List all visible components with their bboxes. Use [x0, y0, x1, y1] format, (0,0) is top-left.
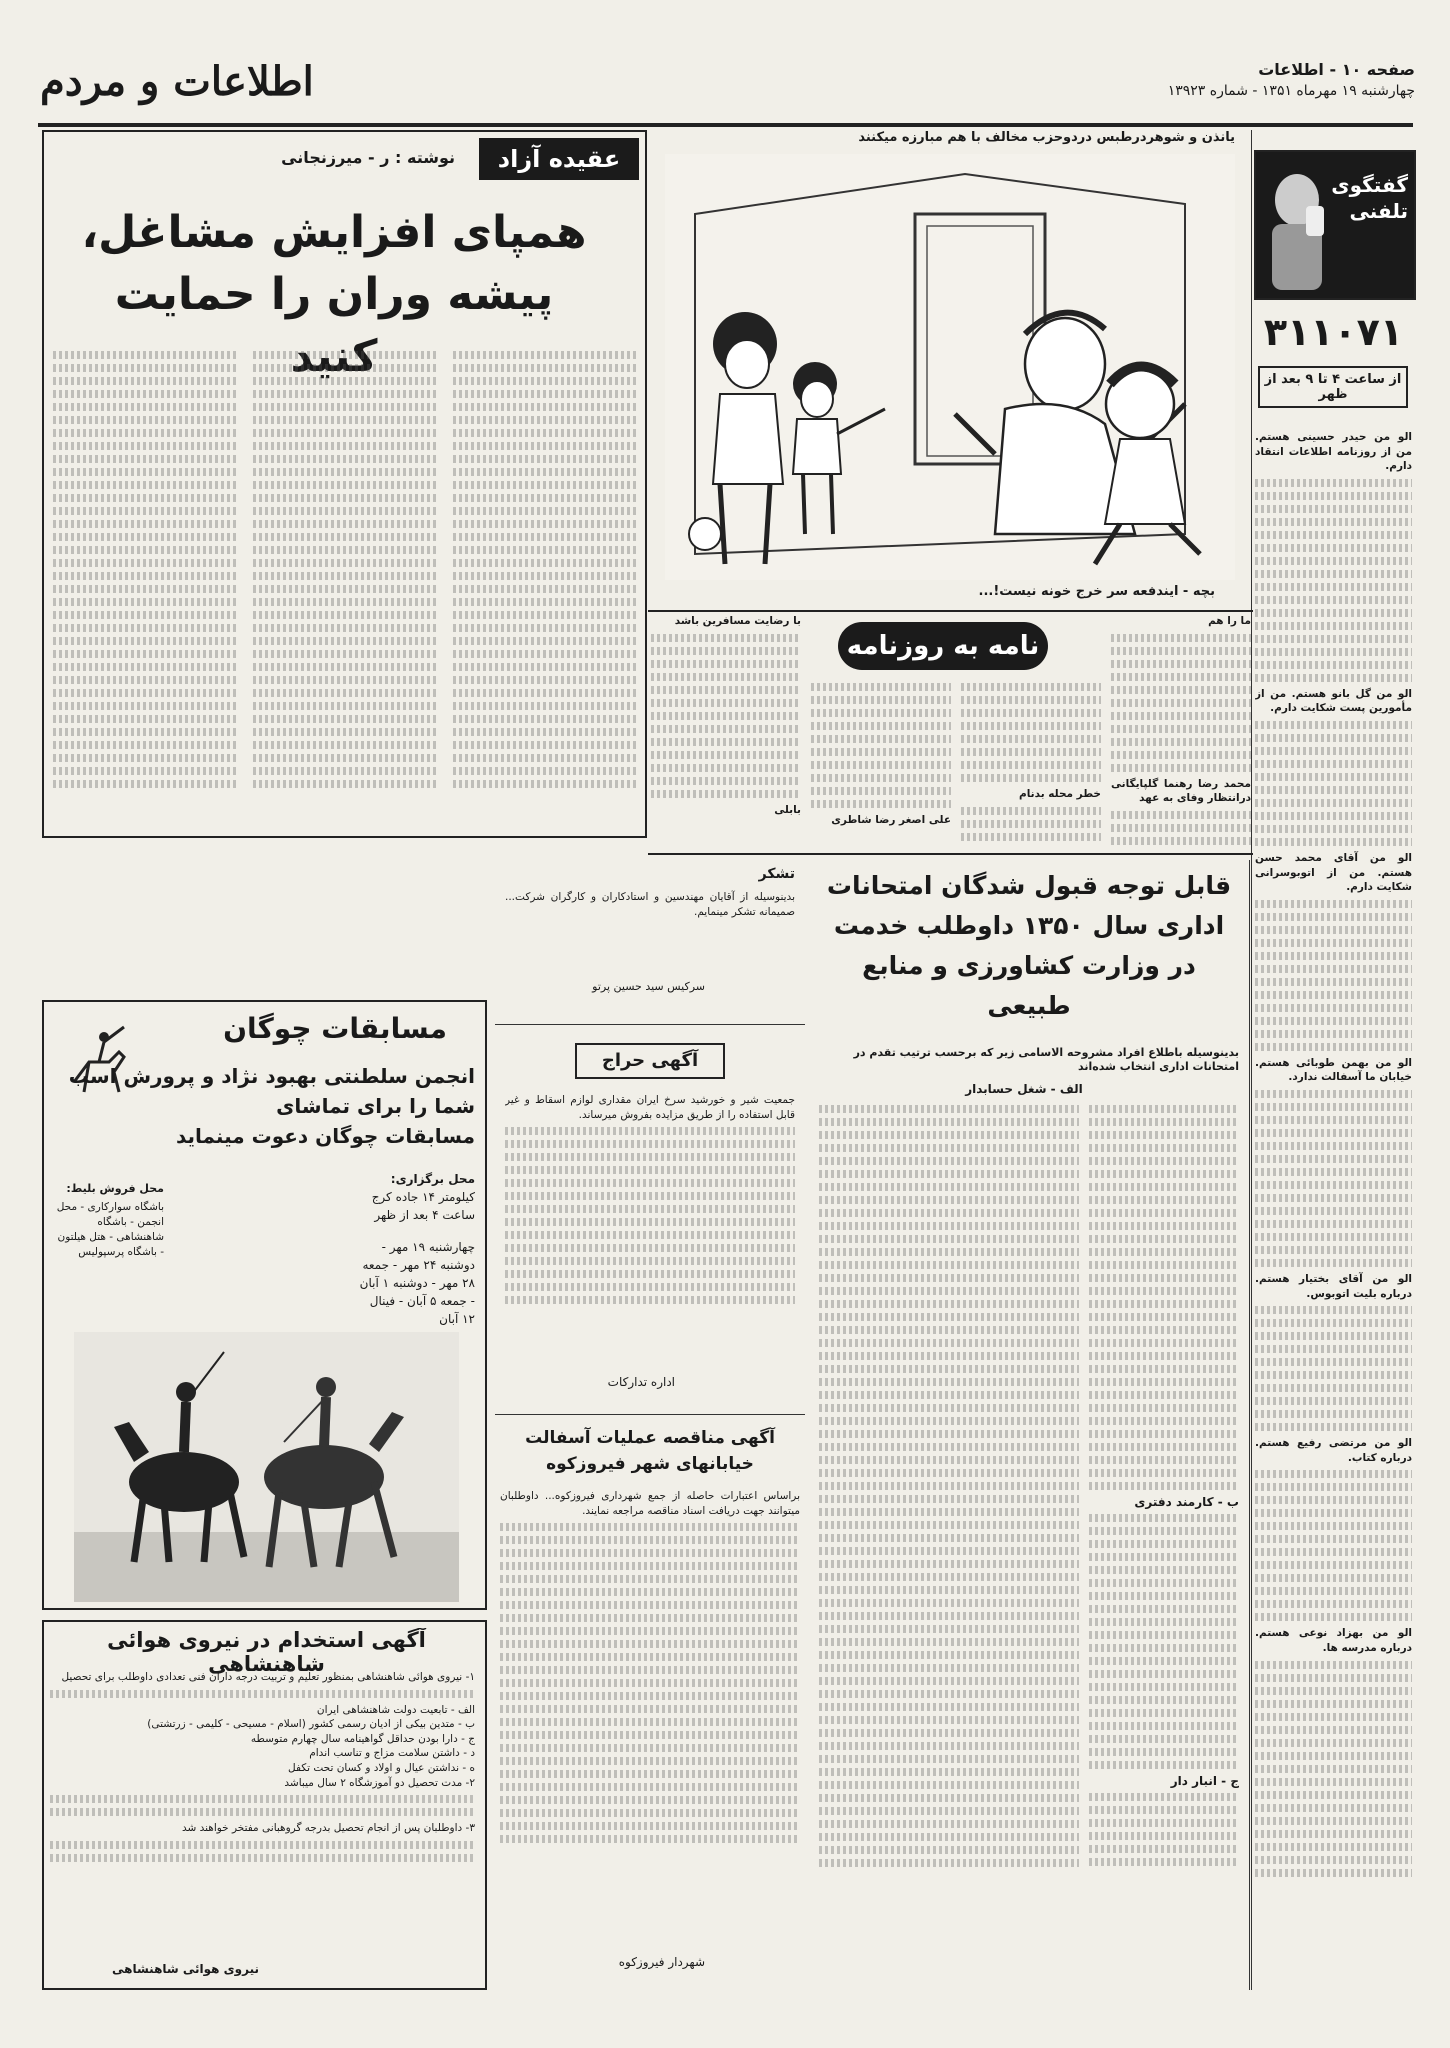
airforce-item: ج - دارا بودن حداقل گواهینامه سال چهارم متوسطه — [250, 1732, 475, 1745]
phone-item: الو من بهمن طوبائی هستم. خیابان ما آسفالت ندارد. — [1255, 1056, 1412, 1267]
letters-col: خطر محله بدنام — [961, 678, 1101, 853]
issue-date: چهارشنبه ۱۹ مهرماه ۱۳۵۱ - شماره ۱۳۹۲۳ — [1167, 83, 1415, 99]
airforce-title: آگهی استخدام در نیروی هوائی شاهنشاهی — [107, 1628, 426, 1676]
header-rule — [38, 123, 1413, 127]
polo-line-1: انجمن سلطنتی بهبود نژاد و پرورش اسب — [68, 1064, 475, 1088]
tender-text: براساس اعتبارات حاصله از جمع شهرداری فیروزکوه... داوطلبان میتوانند جهت دریافت اسناد مناقصه مراجعه نمایند. — [500, 1489, 800, 1949]
exam-cat-1: الف - شغل حسابدار — [965, 1082, 1083, 1096]
exam-results — [810, 860, 1250, 1990]
airforce-item: د - داشتن سلامت مزاج و تناسب اندام — [309, 1747, 475, 1760]
exam-cat-2: ب - کارمند دفتری — [1134, 1495, 1239, 1509]
auction-text: جمعیت شیر و خورشید سرخ ایران مقداری لوازم اسقاط و غیر قابل استفاده را از طریق مزایده بفروش میرساند. — [505, 1093, 795, 1373]
polo-tickets: باشگاه سوارکاری - محل انجمن - باشگاه شاهنشاهی - هتل هیلتون - باشگاه پرسپولیس — [56, 1201, 164, 1258]
page-header — [0, 50, 1450, 120]
opinion-byline: نوشته : ر - میرزنجانی — [281, 148, 455, 167]
polo-place: کیلومتر ۱۴ جاده کرج — [371, 1190, 475, 1204]
airforce-items — [50, 1670, 475, 1960]
airforce-ad — [42, 1620, 487, 1990]
phone-item: الو من آقای محمد حسن هستم. من از اتوبوسرانی شکایت دارم. — [1255, 851, 1412, 1051]
polo-time: ساعت ۴ بعد از ظهر — [374, 1208, 475, 1222]
polo-line-2: شما را برای تماشای — [276, 1094, 475, 1118]
phone-logo-box — [1254, 150, 1416, 300]
opinion-col — [53, 346, 237, 834]
polo-line-3: مسابقات چوگان دعوت مینماید — [175, 1124, 475, 1148]
exam-intro: بدینوسیله باطلاع افراد مشروحه الاسامی زیر که برحسب ترتیب تقدم در امتحانات اداری انتخاب شده‌اند — [853, 1046, 1239, 1073]
letters-col: علی اصغر رضا شاطری — [811, 678, 951, 853]
opinion-body — [52, 346, 637, 834]
polo-tickets-label: محل فروش بلیط: — [66, 1182, 164, 1195]
cartoon-top-caption: یانذن و شوهردرطبس دردوحزب مخالف با هم مبارزه میکنند — [858, 130, 1235, 145]
letters-section — [648, 610, 1253, 855]
auction-ad — [495, 1035, 805, 1415]
airforce-item: ه - نداشتن عیال و اولاد و کسان تحت تکفل — [288, 1761, 475, 1774]
exam-headline: قابل توجه قبول شدگان امتحانات اداری سال ۱۳۵۰ داوطلب خدمت در وزارت کشاورزی و منابع طبیعی — [826, 871, 1232, 1020]
phone-column — [1251, 130, 1416, 1990]
polo-ad — [42, 1000, 487, 1610]
phone-item: الو من بهزاد نوعی هستم. درباره مدرسه ها. — [1255, 1626, 1412, 1876]
airforce-item: ۲- مدت تحصیل دو آموزشگاه ۲ سال میباشد — [284, 1776, 475, 1789]
auction-title: آگهی حراج — [575, 1043, 725, 1079]
phone-item: الو من حیدر حسینی هستم. من از روزنامه اطلاعات انتقاد دارم. — [1255, 430, 1412, 682]
opinion-headline: همپای افزایش مشاغل، پیشه وران را حمایت کنید — [81, 207, 587, 382]
airforce-sig: نیروی هوائی شاهنشاهی — [112, 1962, 259, 1976]
phone-hours: از ساعت ۴ تا ۹ بعد از ظهر — [1258, 366, 1408, 408]
exam-list — [819, 1100, 1239, 1980]
thanks-title: تشکر — [758, 866, 795, 882]
tender-ad — [495, 1425, 805, 1985]
caller-portrait-icon — [1262, 162, 1332, 292]
phone-item: الو من گل بانو هستم. من از مأمورین پست شکایت دارم. — [1255, 687, 1412, 846]
thanks-text: بدینوسیله از آقایان مهندسین و استادکاران و کارگران شرکت... صمیمانه تشکر مینمایم. — [505, 891, 795, 918]
phone-items — [1255, 430, 1412, 1980]
polo-dates: چهارشنبه ۱۹ مهر - دوشنبه ۲۴ مهر - جمعه ۲۸ مهر - دوشنبه ۱ آبان - جمعه ۵ آبان - فینال ۱۲ آبان — [359, 1240, 475, 1326]
phone-title: گفتگوی تلفنی — [1331, 173, 1408, 223]
phone-number: ۳۱۱۰۷۱ — [1263, 310, 1404, 354]
phone-item: الو من آقای بختیار هستم. درباره بلیت اتوبوس. — [1255, 1272, 1412, 1431]
polo-photo — [74, 1332, 459, 1602]
cartoon-box — [665, 130, 1235, 608]
page-number: صفحه ۱۰ - اطلاعات — [1258, 60, 1415, 79]
thanks-sig: سرکیس سید حسین پرتو — [592, 980, 705, 993]
letters-title: نامه به روزنامه — [838, 622, 1048, 670]
phone-item: الو من مرتضی رفیع هستم. درباره کتاب. — [1255, 1436, 1412, 1621]
airforce-item: ۱- نیروی هوائی شاهنشاهی بمنظور تعلیم و تربیت درجه داران فنی تعدادی داوطلب برای تحصیل — [61, 1671, 475, 1683]
polo-rider-logo-icon — [64, 1022, 134, 1102]
letters-col: ما را هم محمد رضا رهنما گلپایگانی درانتظار وفای به عهد — [1111, 614, 1251, 854]
opinion-badge: عقیده آزاد — [479, 138, 639, 180]
opinion-col — [253, 346, 437, 834]
exam-cat-3: ج - انبار دار — [1170, 1774, 1239, 1788]
thanks-ad — [495, 860, 805, 1025]
cartoon-illustration — [665, 154, 1235, 580]
section-logo: اطلاعات و مردم — [40, 58, 314, 105]
middle-ads — [495, 860, 805, 1990]
letters-col: با رضایت مسافرین باشد بابلی — [651, 614, 801, 854]
cartoon-bottom-caption: بچه - ایندفعه سر خرج خونه نیست!... — [978, 584, 1215, 599]
auction-sig: اداره تدارکات — [607, 1375, 675, 1389]
opinion-col — [453, 346, 637, 834]
airforce-item: ب - متدین بیکی از ادیان رسمی کشور (اسلام - مسیحی - کلیمی - زرتشتی) — [147, 1718, 475, 1731]
exam-list-col — [1089, 1100, 1239, 1980]
polo-title: مسابقات چوگان — [223, 1012, 447, 1045]
opinion-article — [42, 130, 647, 838]
airforce-item: الف - تابعیت دولت شاهنشاهی ایران — [316, 1703, 475, 1716]
tender-title: آگهی مناقصه عملیات آسفالت خیابانهای شهر فیروزکوه — [525, 1428, 775, 1474]
polo-place-label: محل برگزاری: — [390, 1172, 475, 1186]
tender-sig: شهردار فیروزکوه — [618, 1955, 705, 1969]
airforce-item: ۳- داوطلبان پس از انجام تحصیل بدرجه گروهبانی مفتخر خواهند شد — [181, 1822, 475, 1835]
exam-list-col — [819, 1100, 1079, 1980]
